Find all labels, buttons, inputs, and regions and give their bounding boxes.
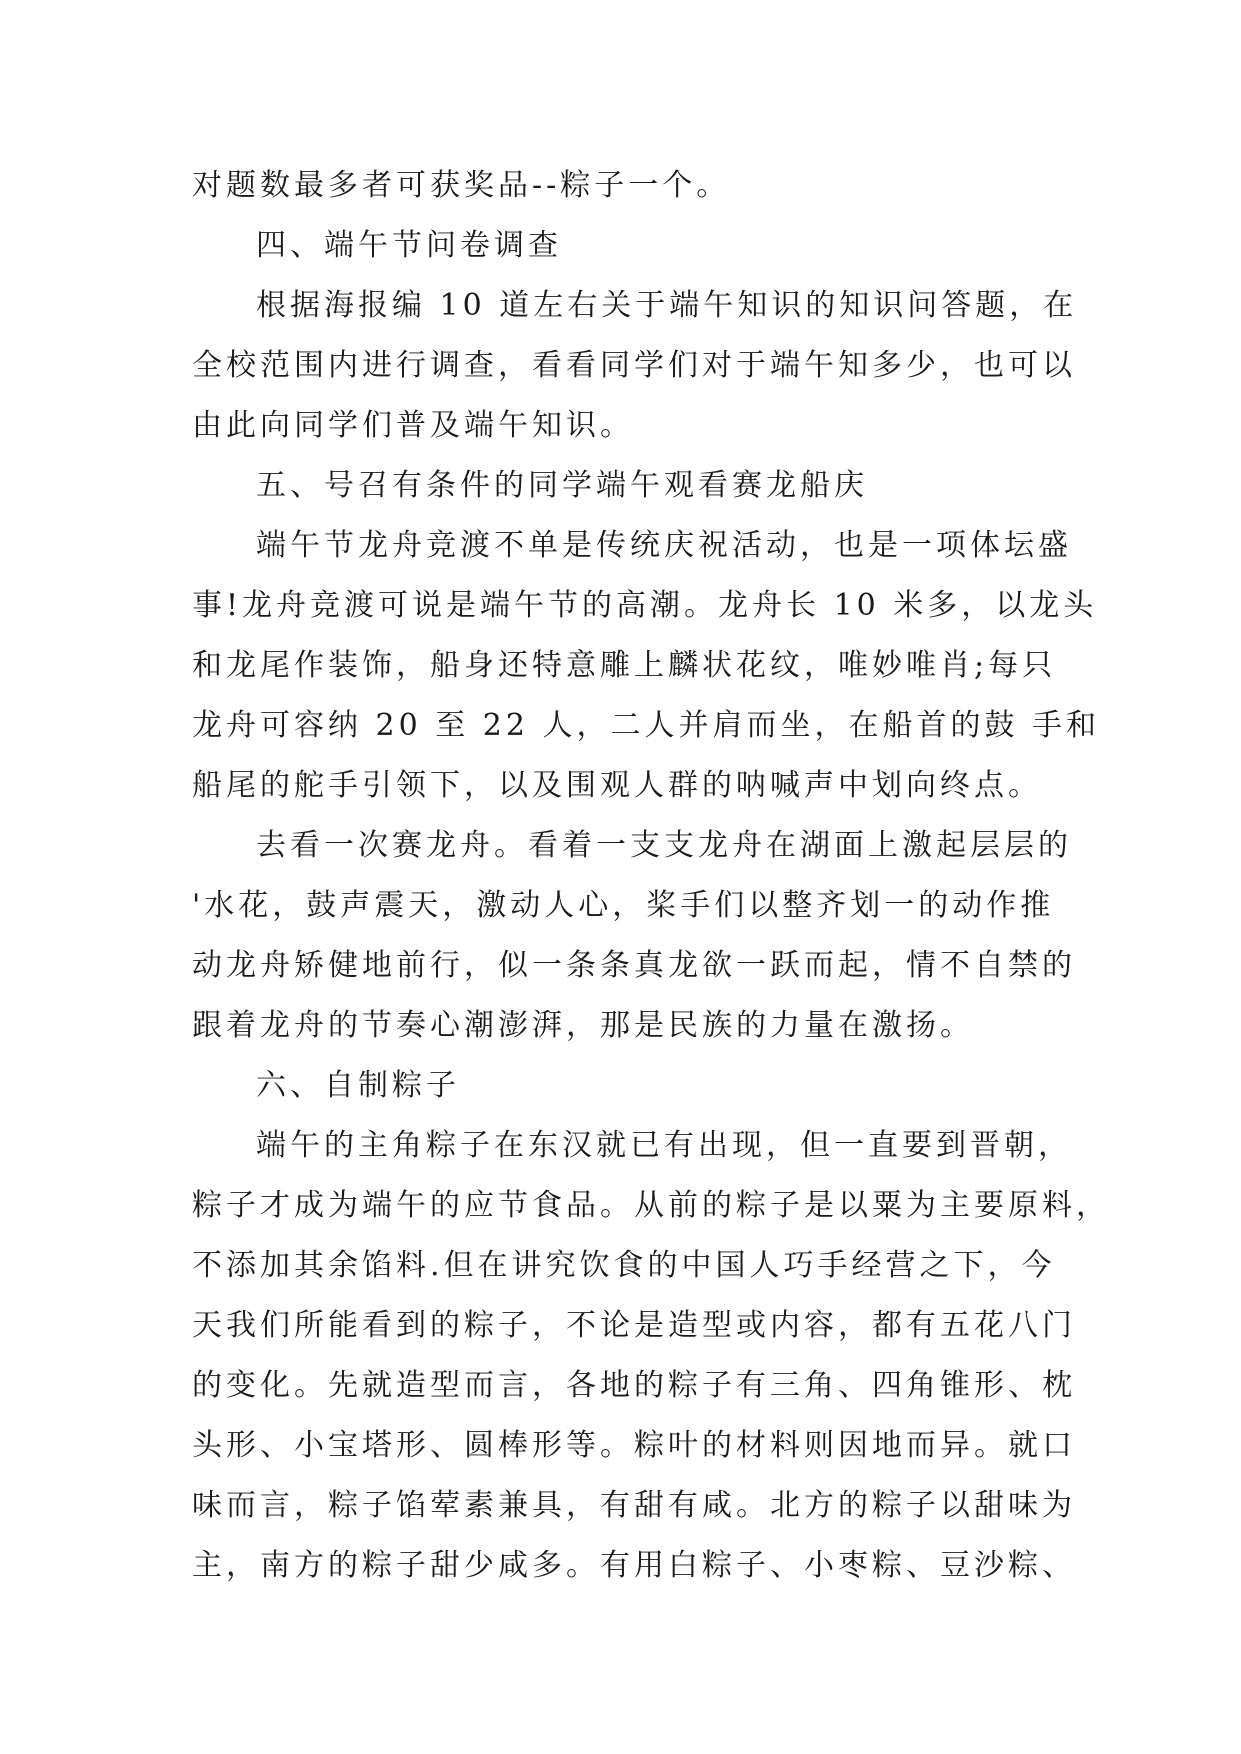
section-heading: 五、号召有条件的同学端午观看赛龙船庆	[256, 468, 868, 503]
text-line: 去看一次赛龙舟。看着一支支龙舟在湖面上激起层层的	[256, 828, 1072, 863]
text-line: 事!龙舟竞渡可说是端午节的高潮。龙舟长 10 米多，以龙头	[192, 588, 1098, 623]
text-line: 头形、小宝塔形、圆棒形等。粽叶的材料则因地而异。就口	[192, 1428, 1076, 1463]
text-line: 全校范围内进行调查，看看同学们对于端午知多少，也可以	[192, 348, 1076, 383]
text-line: 的变化。先就造型而言，各地的粽子有三角、四角锥形、枕	[192, 1368, 1076, 1403]
text-line: 跟着龙舟的节奏心潮澎湃，那是民族的力量在激扬。	[192, 1008, 974, 1043]
text-line: 主，南方的粽子甜少咸多。有用白粽子、小枣粽、豆沙粽、	[192, 1548, 1076, 1583]
text-line: 味而言，粽子馅荤素兼具，有甜有咸。北方的粽子以甜味为	[192, 1488, 1076, 1523]
text-line: 和龙尾作装饰，船身还特意雕上麟状花纹，唯妙唯肖;每只	[192, 648, 1057, 683]
text-line: 龙舟可容纳 20 至 22 人，二人并肩而坐，在船首的鼓 手和	[192, 708, 1101, 743]
text-line: 天我们所能看到的粽子，不论是造型或内容，都有五花八门	[192, 1308, 1076, 1343]
section-heading: 四、端午节问卷调查	[256, 228, 562, 263]
text-line: 根据海报编 10 道左右关于端午知识的知识问答题，在	[256, 288, 1078, 323]
text-line: 动龙舟矫健地前行，似一条条真龙欲一跃而起，情不自禁的	[192, 948, 1076, 983]
text-line: 端午的主角粽子在东汉就已有出现，但一直要到晋朝，	[256, 1128, 1072, 1163]
text-line: 不添加其余馅料.但在讲究饮食的中国人巧手经营之下，今	[192, 1248, 1056, 1283]
text-line: 对题数最多者可获奖品--粽子一个。	[192, 168, 731, 203]
text-line: 由此向同学们普及端午知识。	[192, 408, 634, 443]
text-line: 端午节龙舟竞渡不单是传统庆祝活动，也是一项体坛盛	[256, 528, 1072, 563]
text-line: 船尾的舵手引领下，以及围观人群的呐喊声中划向终点。	[192, 768, 1042, 803]
text-line: 粽子才成为端午的应节食品。从前的粽子是以粟为主要原料，	[192, 1188, 1110, 1223]
text-line: '水花，鼓声震天，激动人心，桨手们以整齐划一的动作推	[192, 888, 1055, 923]
section-heading: 六、自制粽子	[256, 1068, 460, 1103]
